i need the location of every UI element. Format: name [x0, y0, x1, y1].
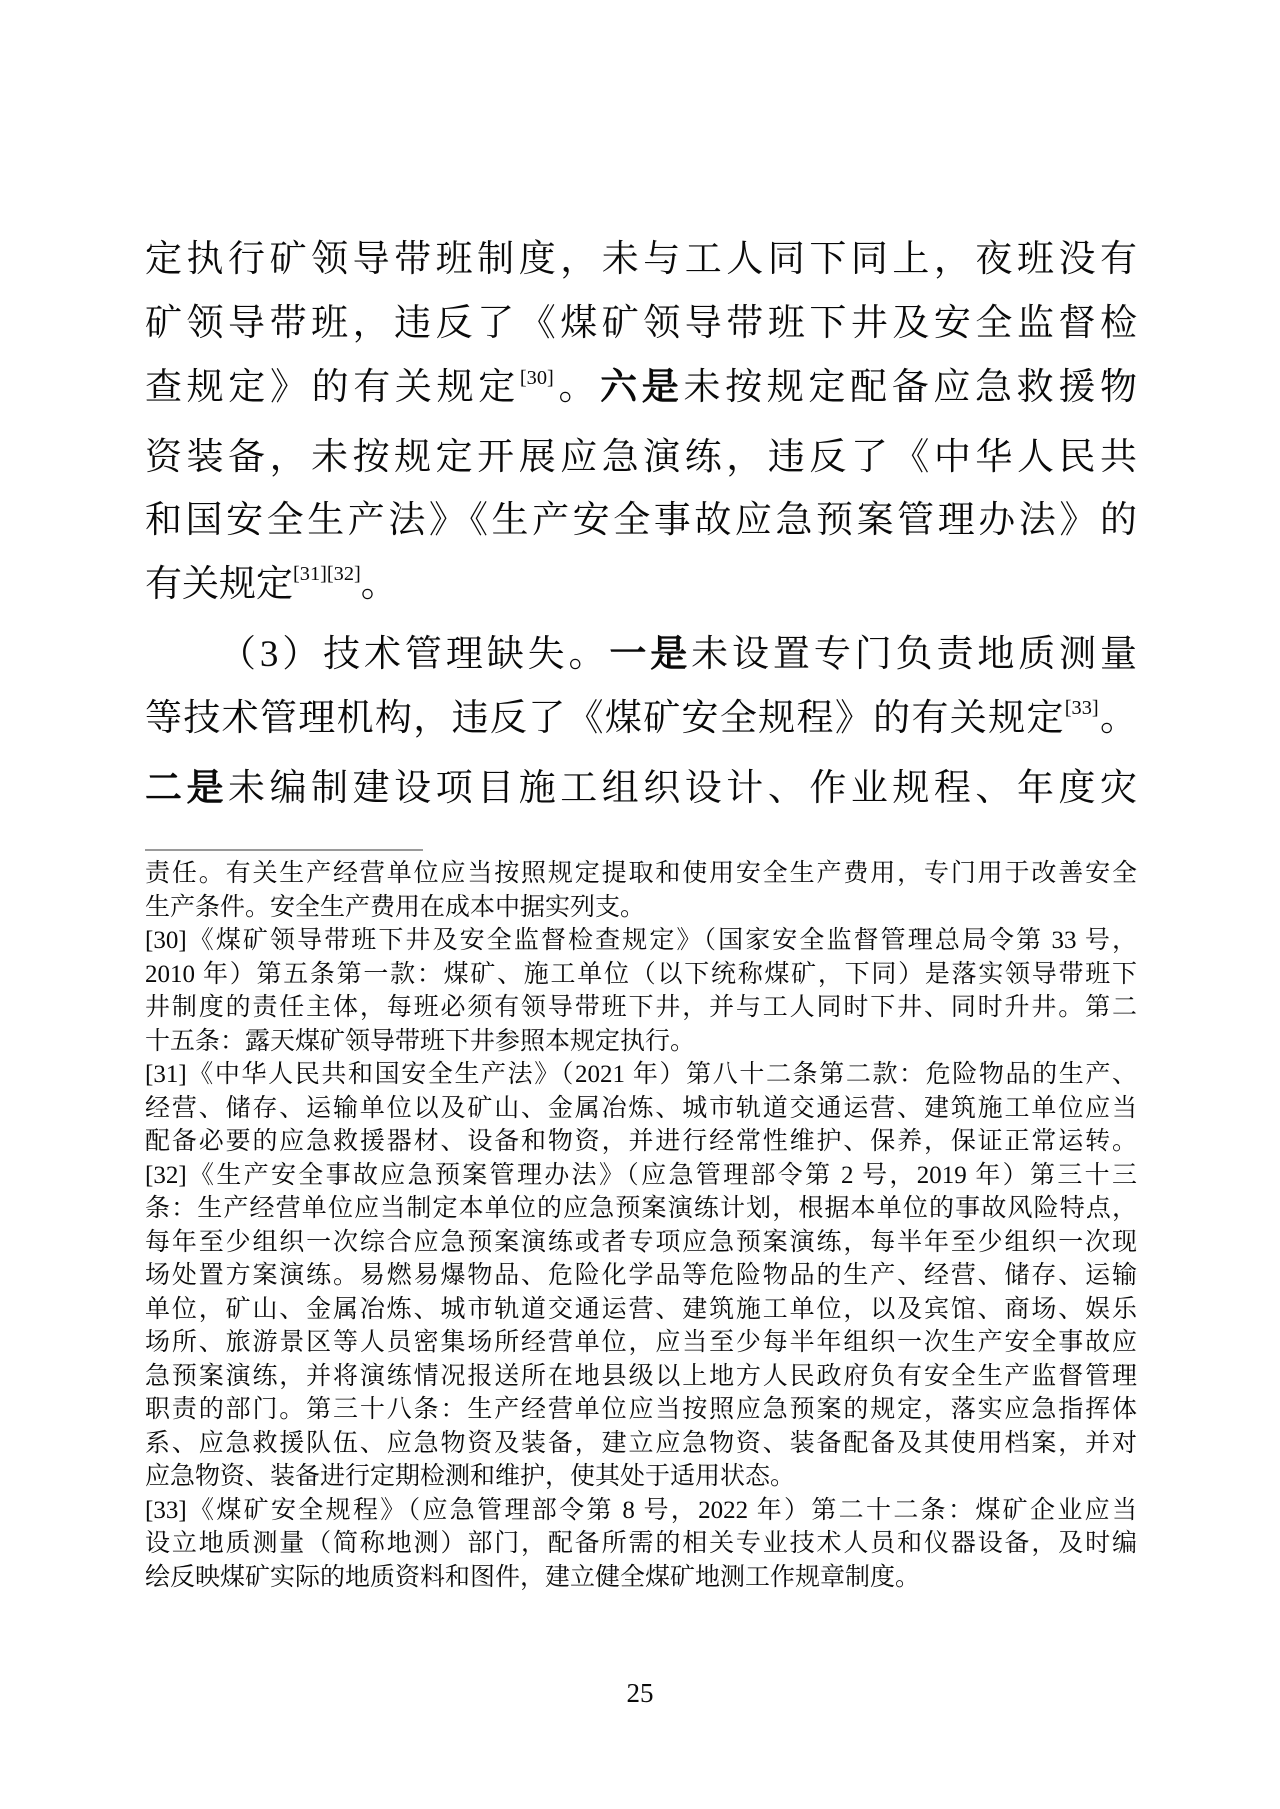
- footnote-reference: [31][32]: [293, 563, 361, 586]
- footnote-line: 每年至少组织一次综合应急预案演练或者专项应急预案演练，每半年至少组织一次现: [145, 1228, 1137, 1256]
- footnote-line: [31]《中华人民共和国安全生产法》（2021 年）第八十二条第二款：危险物品的生产、: [145, 1061, 1137, 1088]
- body-text-segment: 。: [553, 367, 601, 408]
- footnote-line: 责任。有关生产经营单位应当按照规定提取和使用安全生产费用，专门用于改善安全: [145, 860, 1137, 887]
- body-text-segment: 。: [1098, 697, 1138, 739]
- body-text-segment: 等技术管理机构，违反了《煤矿安全规程》的有关规定: [145, 697, 1065, 739]
- footnote-line: 场所、旅游景区等人员密集场所经营单位，应当至少每半年组织一次生产安全事故应: [145, 1329, 1137, 1356]
- footnote-line: 经营、储存、运输单位以及矿山、金属冶炼、城市轨道交通运营、建筑施工单位应当: [145, 1094, 1137, 1122]
- footnote-line: [33]《煤矿安全规程》（应急管理部令第 8 号，2022 年）第二十二条：煤矿企业应当: [145, 1496, 1137, 1524]
- body-text-segment-bold: 六是: [600, 366, 684, 407]
- body-line: [145, 756, 1137, 821]
- footnote-line: 急预案演练，并将演练情况报送所在地县级以上地方人民政府负有安全生产监督管理: [145, 1362, 1137, 1390]
- footnote-line: 设立地质测量（简称地测）部门，配备所需的相关专业技术人员和仪器设备，及时编: [145, 1530, 1137, 1557]
- body-text-segment: 有关规定: [145, 563, 293, 605]
- body-text-segment-bold: 二是: [145, 767, 229, 808]
- footnote-line: [30]《煤矿领导带班下井及安全监督检查规定》（国家安全监督管理总局令第 33 号，: [145, 927, 1137, 954]
- body-text-segment: 矿领导带班，违反了《煤矿领导带班下井及安全监督检: [145, 302, 1137, 344]
- footnote-line: 系、应急救援队伍、应急物资及装备，建立应急物资、装备配备及其使用档案，并对: [145, 1429, 1137, 1457]
- footnote-line: 场处置方案演练。易燃易爆物品、危险化学品等危险物品的生产、经营、储存、运输: [145, 1262, 1137, 1289]
- body-text-segment: （3）技术管理缺失。: [219, 634, 610, 675]
- footnote-line: 配备必要的应急救援器材、设备和物资，并进行经常性维护、保养，保证正常运转。: [145, 1128, 1137, 1155]
- body-text: [145, 228, 1137, 821]
- footnote-line: 十五条：露天煤矿领导带班下井参照本规定执行。: [145, 1027, 696, 1055]
- body-line: [145, 355, 1137, 426]
- footnote-reference: [33]: [1064, 697, 1099, 720]
- body-line: [145, 426, 1137, 490]
- body-line: [145, 489, 1137, 553]
- body-text-segment: 和国安全生产法》《生产安全事故应急预案管理办法》的: [145, 500, 1137, 541]
- page-number: 25: [626, 1678, 654, 1708]
- body-line: [145, 292, 1137, 356]
- footnote-line: 绘反映煤矿实际的地质资料和图件，建立健全煤矿地测工作规章制度。: [145, 1563, 921, 1591]
- body-text-segment: 未编制建设项目施工组织设计、作业规程、年度灾: [228, 768, 1138, 809]
- body-line: [145, 553, 1137, 623]
- body-text-segment: 查规定》的有关规定: [145, 367, 520, 408]
- footnote-section: [145, 857, 1137, 1594]
- footnote-reference: [30]: [519, 366, 554, 389]
- footnote-line: 2010 年）第五条第一款：煤矿、施工单位（以下统称煤矿，下同）是落实领导带班下: [145, 960, 1137, 988]
- footnote-line: 应急物资、装备进行定期检测和维护，使其处于适用状态。: [145, 1463, 796, 1490]
- body-line-paragraph-start: [145, 622, 1137, 687]
- body-text-segment: 资装备，未按规定开展应急演练，违反了《中华人民共: [145, 436, 1137, 478]
- footnote-line: 井制度的责任主体，每班必须有领导带班下井，并与工人同时下井、同时升井。第二: [145, 994, 1137, 1021]
- body-line: [145, 228, 1137, 292]
- body-text-segment: 定执行矿领导带班制度，未与工人同下同上，夜班没有: [145, 239, 1137, 280]
- footnote-line: 职责的部门。第三十八条：生产经营单位应当按照应急预案的规定，落实应急指挥体: [145, 1396, 1137, 1423]
- body-text-segment: 。: [360, 563, 398, 605]
- footnote-line: [32]《生产安全事故应急预案管理办法》（应急管理部令第 2 号，2019 年）第三十三: [145, 1161, 1137, 1189]
- body-text-segment-bold: 一是: [609, 633, 692, 674]
- body-text-segment: 未设置专门负责地质测量: [691, 634, 1138, 675]
- footnote-line: 条：生产经营单位应当制定本单位的应急预案演练计划，根据本单位的事故风险特点，: [145, 1195, 1137, 1222]
- footnote-line: 单位，矿山、金属冶炼、城市轨道交通运营、建筑施工单位，以及宾馆、商场、娱乐: [145, 1295, 1137, 1323]
- body-text-segment: 未按规定配备应急救援物: [683, 367, 1137, 408]
- footnote-line: 生产条件。安全生产费用在成本中据实列支。: [145, 893, 646, 921]
- body-line: [145, 687, 1137, 757]
- footnote-separator-line: [145, 849, 423, 851]
